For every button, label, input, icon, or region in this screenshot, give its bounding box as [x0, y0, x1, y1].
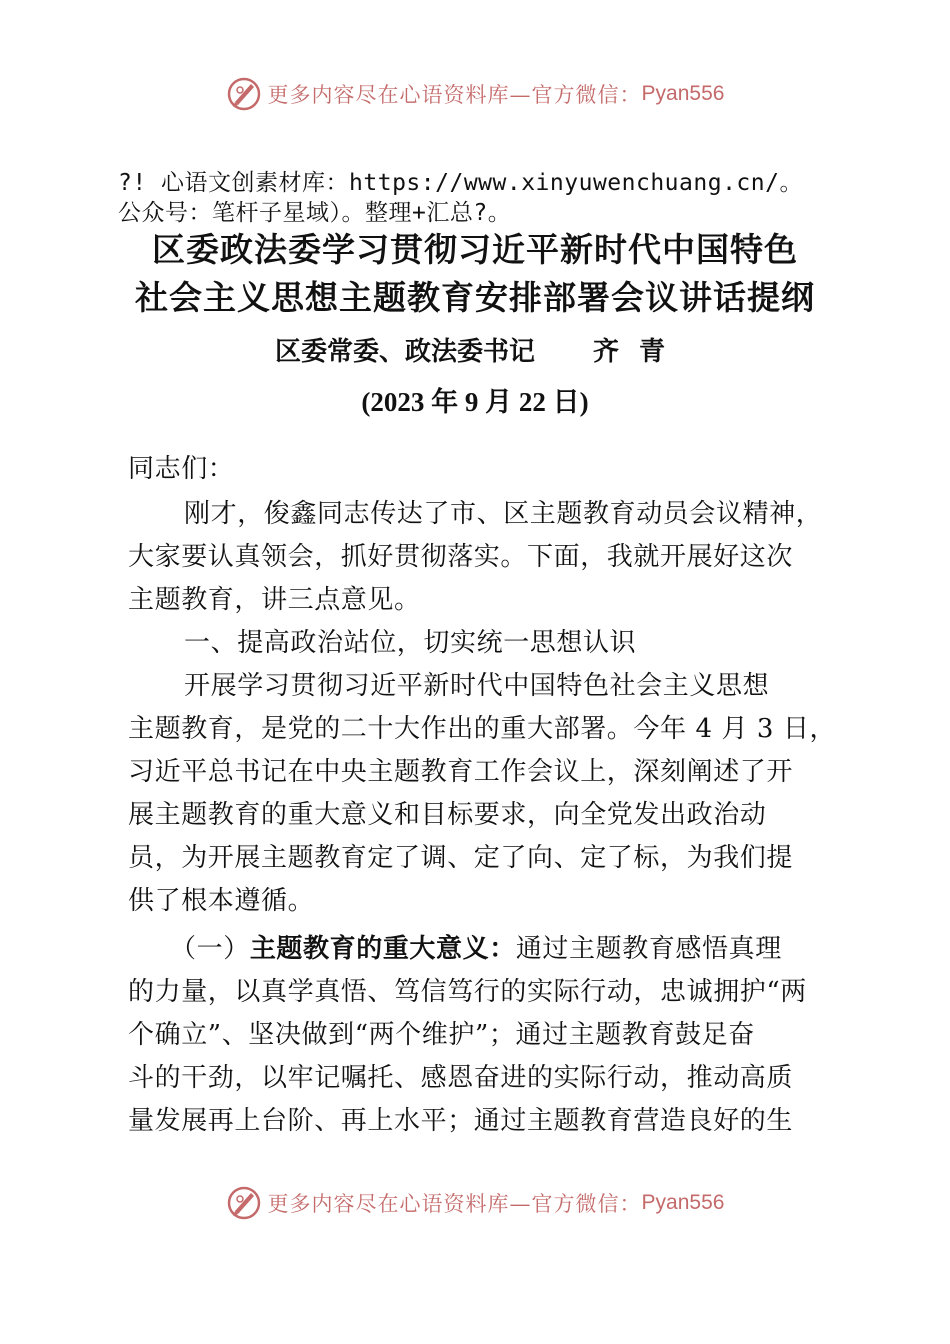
document-title-line-1: 区委政法委学习贯彻习近平新时代中国特色 — [152, 230, 798, 269]
document-title-line-2: 社会主义思想主题教育安排部署会议讲话提纲 — [135, 278, 815, 317]
paragraph-2-line-3: 习近平总书记在中央主题教育工作会议上，深刻阐述了开 — [128, 757, 794, 787]
paragraph-1-line-2: 大家要认真领会，抓好贯彻落实。下面，我就开展好这次 — [128, 542, 794, 572]
paragraph-2-line-5: 员，为开展主题教育定了调、定了向、定了标，为我们提 — [128, 843, 794, 873]
paragraph-3-first-text: 通过主题教育感悟真理 — [515, 934, 782, 964]
paragraph-1-line-3: 主题教育，讲三点意见。 — [128, 585, 421, 615]
banner-wechat-id: Pyan556 — [641, 1191, 725, 1214]
author-name-char-1: 齐 — [592, 337, 619, 367]
author-name-char-2: 青 — [639, 337, 666, 367]
author-line — [0, 332, 950, 372]
footer-banner — [0, 1181, 950, 1225]
subsection-number: （一） — [170, 934, 250, 964]
subsection-heading: 主题教育的重大意义： — [249, 934, 516, 964]
paragraph-3-line-5: 量发展再上台阶、再上水平；通过主题教育营造良好的生 — [128, 1106, 794, 1136]
paragraph-2-line-1: 开展学习贯彻习近平新时代中国特色社会主义思想 — [184, 671, 770, 701]
pen-logo-icon — [226, 76, 262, 112]
paragraph-1-line-1: 刚才，俊鑫同志传达了市、区主题教育动员会议精神， — [184, 499, 823, 529]
paragraph-2-line-2: 主题教育，是党的二十大作出的重大部署。今年 4 月 3 日， — [128, 714, 837, 744]
paragraph-2-line-4: 展主题教育的重大意义和目标要求，向全党发出政治动 — [128, 800, 767, 830]
banner-text: 更多内容尽在心语资料库—官方微信： — [267, 83, 642, 107]
section-heading-1: 一、提高政治站位，切实统一思想认识 — [184, 628, 637, 658]
banner-wechat-id: Pyan556 — [641, 82, 725, 105]
source-line-1: ?! 心语文创素材库：https://www.xinyuwenchuang.cn/。 — [118, 170, 803, 196]
paragraph-3-line-4: 斗的干劲，以牢记嘱托、感恩奋进的实际行动，推动高质 — [128, 1063, 794, 1093]
document-date: (2023 年 9 月 22 日) — [361, 387, 589, 417]
author-title: 区委常委、政法委书记 — [274, 337, 535, 367]
header-banner — [0, 72, 950, 116]
paragraph-3-line-2: 的力量，以真学真悟、笃信笃行的实际行动，忠诚拥护“两 — [128, 977, 807, 1007]
source-line-2: 公众号：笔杆子星域）。整理+汇总?。 — [118, 200, 512, 226]
paragraph-2-line-6: 供了根本遵循。 — [128, 886, 315, 916]
banner-text: 更多内容尽在心语资料库—官方微信： — [267, 1192, 642, 1216]
paragraph-3-line-1 — [170, 929, 782, 969]
pen-logo-icon — [226, 1185, 262, 1221]
paragraph-3-line-3: 个确立”、坚决做到“两个维护”；通过主题教育鼓足奋 — [128, 1020, 755, 1050]
salutation: 同志们： — [128, 454, 235, 484]
